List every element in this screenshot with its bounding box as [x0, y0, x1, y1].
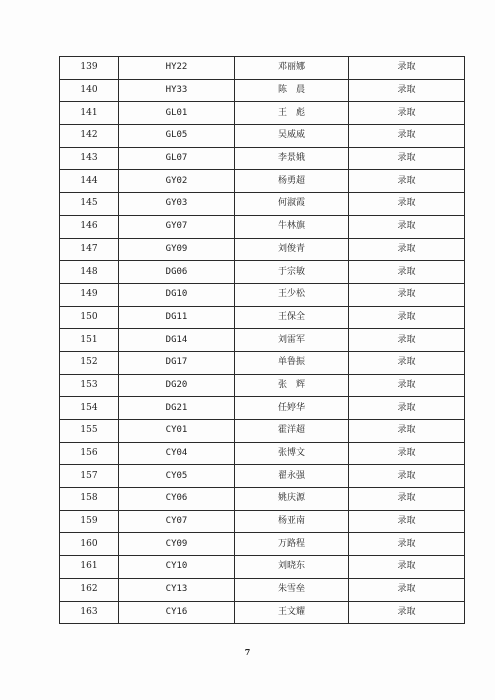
name-cell: 陈 晨: [235, 79, 349, 102]
name-cell: 王保全: [235, 306, 349, 329]
row-number-cell: 144: [60, 170, 119, 193]
code-cell: CY06: [119, 488, 235, 511]
name-cell: 王文耀: [235, 601, 349, 624]
table-row: [60, 510, 465, 533]
table-row: [60, 556, 465, 579]
status-cell: 录取: [349, 79, 465, 102]
code-cell: HY22: [119, 57, 235, 80]
name-cell: 万路程: [235, 533, 349, 556]
code-cell: DG21: [119, 397, 235, 420]
code-cell: HY33: [119, 79, 235, 102]
table-row: [60, 170, 465, 193]
status-cell: 录取: [349, 510, 465, 533]
table-row: [60, 261, 465, 284]
table-row: [60, 329, 465, 352]
code-cell: GL01: [119, 102, 235, 125]
row-number-cell: 145: [60, 193, 119, 216]
status-cell: 录取: [349, 488, 465, 511]
table-row: [60, 102, 465, 125]
row-number-cell: 156: [60, 442, 119, 465]
status-cell: 录取: [349, 283, 465, 306]
name-cell: 邓丽娜: [235, 57, 349, 80]
status-cell: 录取: [349, 57, 465, 80]
row-number-cell: 150: [60, 306, 119, 329]
code-cell: CY01: [119, 420, 235, 443]
status-cell: 录取: [349, 170, 465, 193]
name-cell: 张博文: [235, 442, 349, 465]
code-cell: GY07: [119, 215, 235, 238]
name-cell: 刘雷军: [235, 329, 349, 352]
row-number-cell: 153: [60, 374, 119, 397]
name-cell: 李景娥: [235, 147, 349, 170]
table-row: [60, 578, 465, 601]
status-cell: 录取: [349, 329, 465, 352]
status-cell: 录取: [349, 125, 465, 148]
name-cell: 杨亚南: [235, 510, 349, 533]
name-cell: 翟永强: [235, 465, 349, 488]
table-row: [60, 215, 465, 238]
row-number-cell: 163: [60, 601, 119, 624]
code-cell: GL07: [119, 147, 235, 170]
code-cell: DG17: [119, 351, 235, 374]
name-cell: 杨勇超: [235, 170, 349, 193]
code-cell: GL05: [119, 125, 235, 148]
table-row: [60, 374, 465, 397]
code-cell: CY04: [119, 442, 235, 465]
table-row: [60, 488, 465, 511]
table-row: [60, 533, 465, 556]
status-cell: 录取: [349, 374, 465, 397]
code-cell: CY16: [119, 601, 235, 624]
row-number-cell: 139: [60, 57, 119, 80]
page-number: 7: [244, 647, 251, 657]
table-row: [60, 79, 465, 102]
row-number-cell: 148: [60, 261, 119, 284]
row-number-cell: 146: [60, 215, 119, 238]
admission-table-body: [60, 57, 465, 624]
table-row: [60, 420, 465, 443]
name-cell: 张 辉: [235, 374, 349, 397]
name-cell: 何淑霞: [235, 193, 349, 216]
table-row: [60, 283, 465, 306]
status-cell: 录取: [349, 465, 465, 488]
status-cell: 录取: [349, 147, 465, 170]
table-row: [60, 125, 465, 148]
code-cell: DG14: [119, 329, 235, 352]
row-number-cell: 157: [60, 465, 119, 488]
code-cell: GY03: [119, 193, 235, 216]
name-cell: 朱雪垒: [235, 578, 349, 601]
name-cell: 刘晓东: [235, 556, 349, 579]
status-cell: 录取: [349, 261, 465, 284]
admission-table: [59, 56, 465, 624]
row-number-cell: 141: [60, 102, 119, 125]
row-number-cell: 147: [60, 238, 119, 261]
code-cell: DG06: [119, 261, 235, 284]
row-number-cell: 152: [60, 351, 119, 374]
status-cell: 录取: [349, 193, 465, 216]
row-number-cell: 154: [60, 397, 119, 420]
status-cell: 录取: [349, 578, 465, 601]
name-cell: 单鲁振: [235, 351, 349, 374]
name-cell: 刘俊青: [235, 238, 349, 261]
row-number-cell: 160: [60, 533, 119, 556]
status-cell: 录取: [349, 397, 465, 420]
table-row: [60, 57, 465, 80]
status-cell: 录取: [349, 215, 465, 238]
row-number-cell: 162: [60, 578, 119, 601]
table-row: [60, 601, 465, 624]
name-cell: 王少松: [235, 283, 349, 306]
code-cell: DG11: [119, 306, 235, 329]
status-cell: 录取: [349, 533, 465, 556]
code-cell: CY05: [119, 465, 235, 488]
row-number-cell: 143: [60, 147, 119, 170]
code-cell: CY07: [119, 510, 235, 533]
table-row: [60, 193, 465, 216]
name-cell: 吴威威: [235, 125, 349, 148]
name-cell: 于宗敏: [235, 261, 349, 284]
status-cell: 录取: [349, 420, 465, 443]
status-cell: 录取: [349, 351, 465, 374]
row-number-cell: 155: [60, 420, 119, 443]
table-row: [60, 442, 465, 465]
row-number-cell: 161: [60, 556, 119, 579]
row-number-cell: 159: [60, 510, 119, 533]
code-cell: CY10: [119, 556, 235, 579]
name-cell: 霍洋超: [235, 420, 349, 443]
status-cell: 录取: [349, 102, 465, 125]
row-number-cell: 149: [60, 283, 119, 306]
code-cell: GY09: [119, 238, 235, 261]
code-cell: DG10: [119, 283, 235, 306]
name-cell: 任婷华: [235, 397, 349, 420]
table-row: [60, 465, 465, 488]
row-number-cell: 142: [60, 125, 119, 148]
name-cell: 姚庆源: [235, 488, 349, 511]
table-row: [60, 351, 465, 374]
table-row: [60, 238, 465, 261]
table-row: [60, 147, 465, 170]
name-cell: 王 彪: [235, 102, 349, 125]
status-cell: 录取: [349, 442, 465, 465]
status-cell: 录取: [349, 601, 465, 624]
table-row: [60, 397, 465, 420]
row-number-cell: 140: [60, 79, 119, 102]
table-row: [60, 306, 465, 329]
code-cell: GY02: [119, 170, 235, 193]
code-cell: CY13: [119, 578, 235, 601]
row-number-cell: 158: [60, 488, 119, 511]
status-cell: 录取: [349, 556, 465, 579]
code-cell: CY09: [119, 533, 235, 556]
status-cell: 录取: [349, 306, 465, 329]
code-cell: DG20: [119, 374, 235, 397]
row-number-cell: 151: [60, 329, 119, 352]
status-cell: 录取: [349, 238, 465, 261]
name-cell: 牛林旗: [235, 215, 349, 238]
